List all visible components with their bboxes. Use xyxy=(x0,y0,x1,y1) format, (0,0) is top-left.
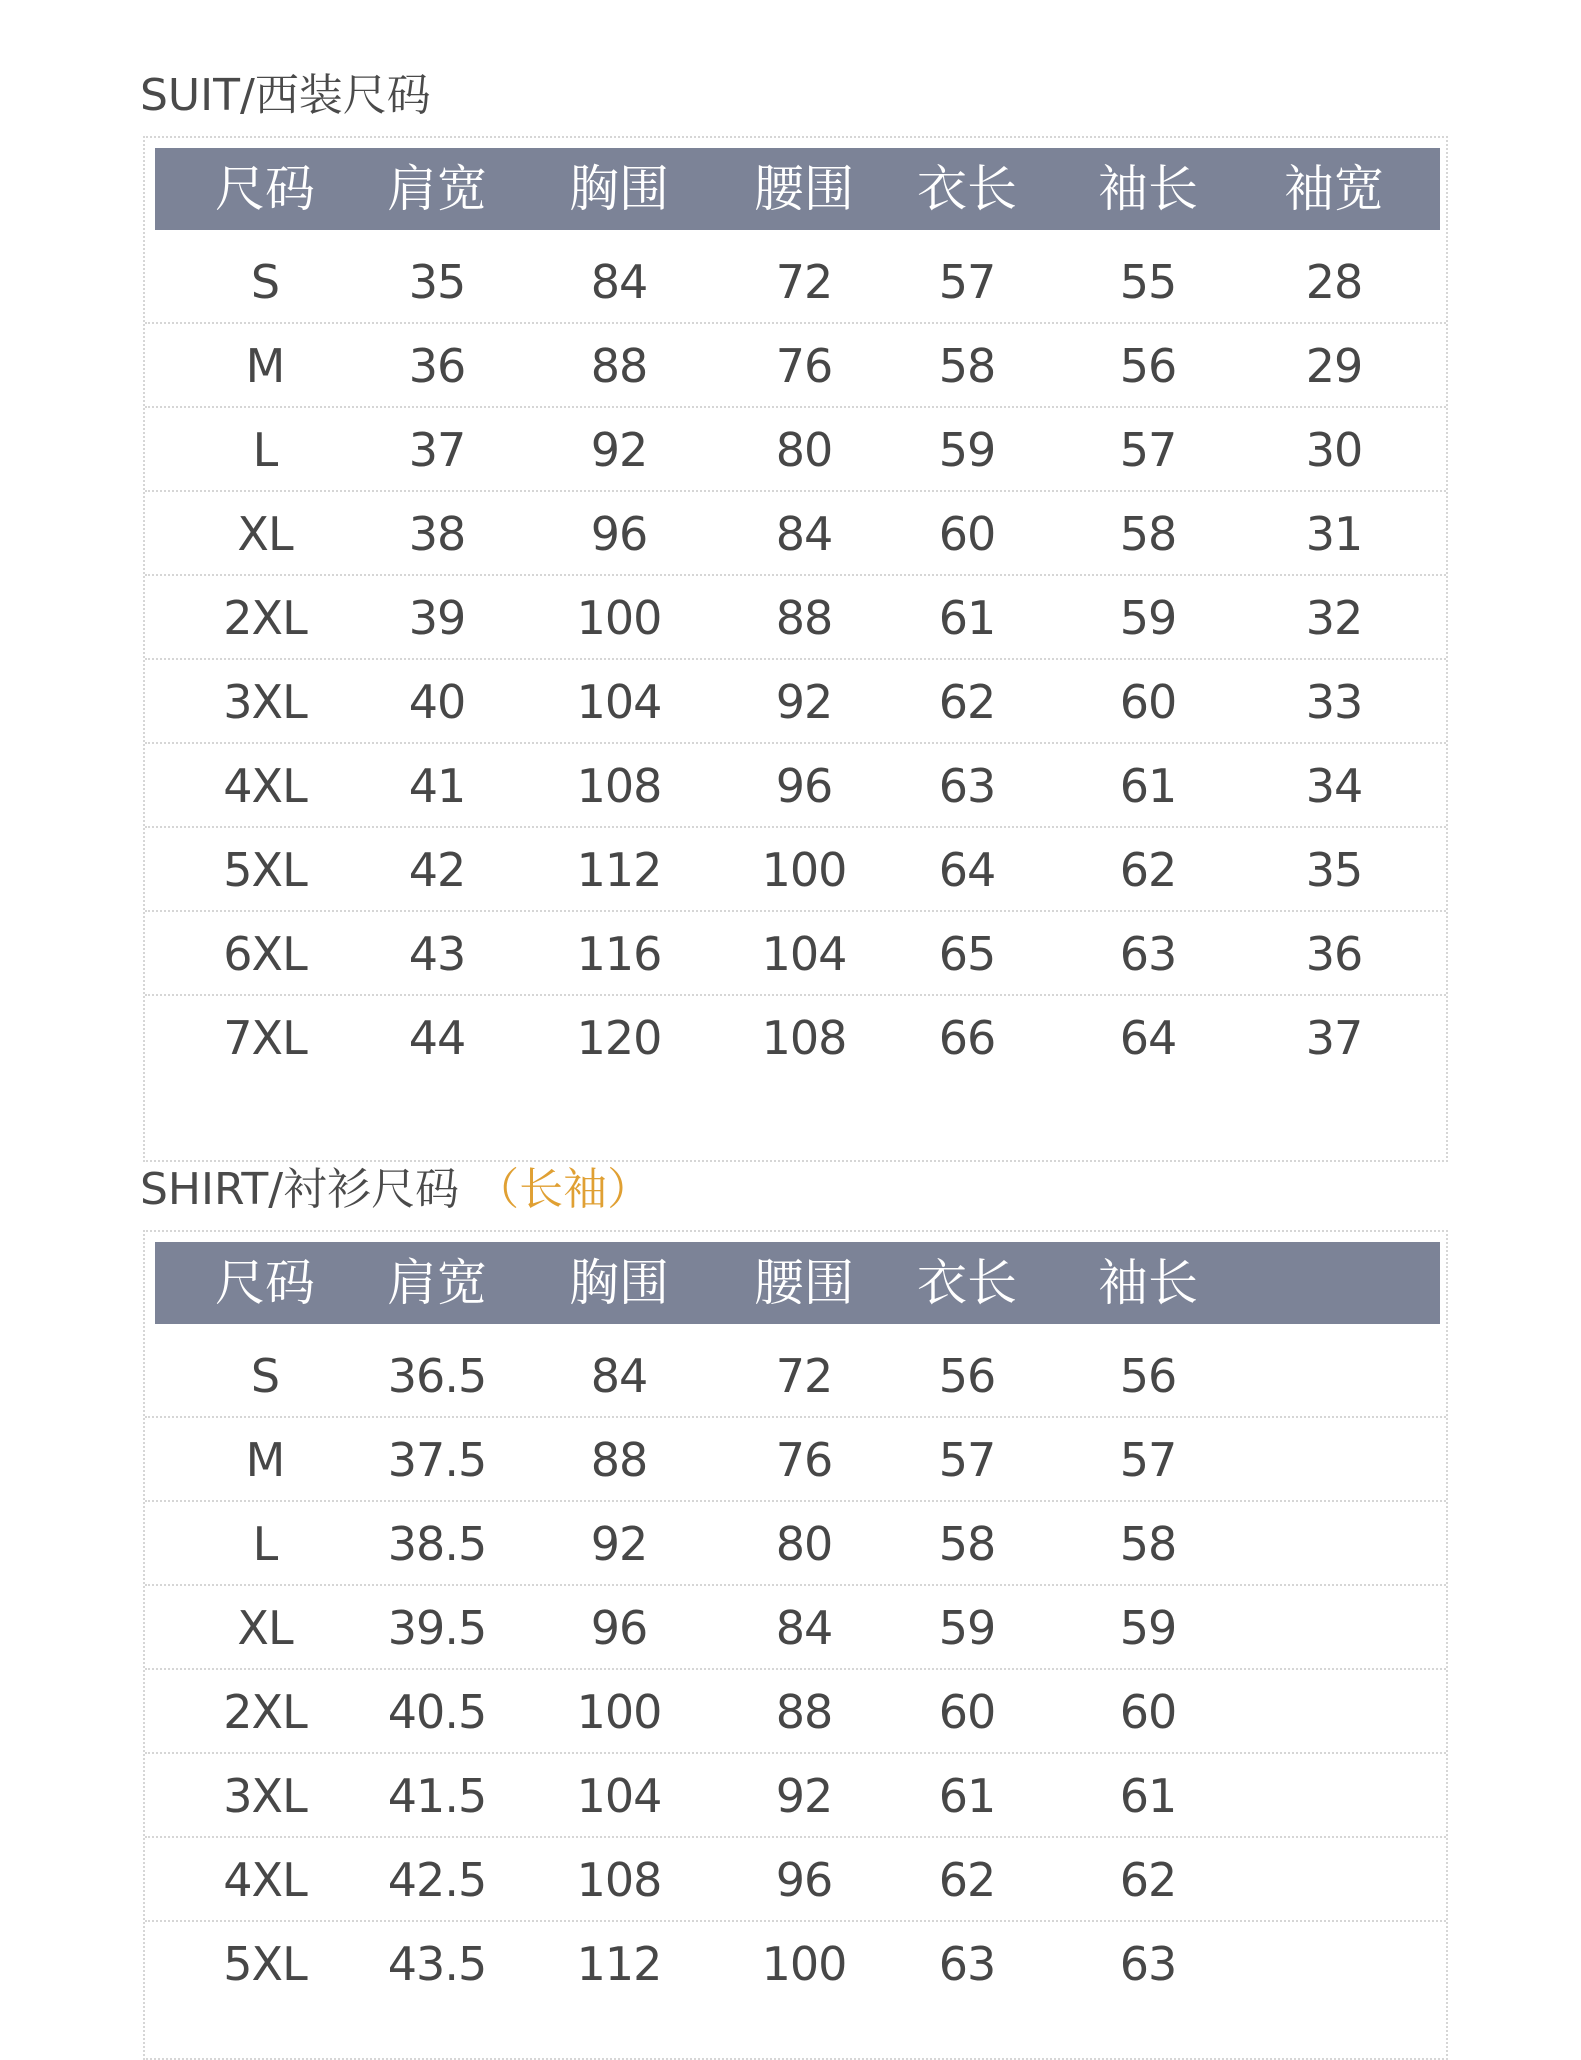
shirt-measurement-cell: 80 xyxy=(775,1517,833,1571)
suit-table-row xyxy=(145,576,1446,660)
suit-size-label: XL xyxy=(237,507,293,561)
suit-table-row xyxy=(145,660,1446,744)
suit-size-label: 4XL xyxy=(223,759,307,813)
suit-measurement-cell: 100 xyxy=(761,843,847,897)
shirt-measurement-cell: 108 xyxy=(576,1853,662,1907)
suit-measurement-cell: 44 xyxy=(408,1011,466,1065)
shirt-size-table xyxy=(143,1230,1448,2060)
shirt-measurement-cell: 92 xyxy=(775,1769,833,1823)
shirt-size-label: 2XL xyxy=(223,1685,307,1739)
suit-size-label: 5XL xyxy=(223,843,307,897)
shirt-table-header xyxy=(155,1242,1440,1324)
suit-measurement-cell: 36 xyxy=(408,339,466,393)
suit-size-label: 2XL xyxy=(223,591,307,645)
shirt-measurement-cell: 36.5 xyxy=(387,1349,487,1403)
shirt-measurement-cell: 76 xyxy=(775,1433,833,1487)
suit-size-label: S xyxy=(250,255,280,309)
shirt-measurement-cell: 58 xyxy=(1119,1517,1177,1571)
shirt-header-cell: 尺码 xyxy=(215,1254,315,1312)
shirt-measurement-cell: 100 xyxy=(761,1937,847,1991)
suit-measurement-cell: 92 xyxy=(590,423,648,477)
suit-measurement-cell: 76 xyxy=(775,339,833,393)
shirt-measurement-cell: 40.5 xyxy=(387,1685,487,1739)
suit-measurement-cell: 37 xyxy=(1305,1011,1363,1065)
suit-table-row xyxy=(145,744,1446,828)
suit-header-cell: 胸围 xyxy=(569,160,669,218)
suit-measurement-cell: 57 xyxy=(1119,423,1177,477)
shirt-measurement-cell: 84 xyxy=(775,1601,833,1655)
shirt-table-row xyxy=(145,1334,1446,1418)
suit-measurement-cell: 35 xyxy=(408,255,466,309)
suit-measurement-cell: 120 xyxy=(576,1011,662,1065)
suit-header-cell: 袖宽 xyxy=(1284,160,1384,218)
shirt-table-row xyxy=(145,1502,1446,1586)
suit-measurement-cell: 61 xyxy=(938,591,996,645)
suit-measurement-cell: 31 xyxy=(1305,507,1363,561)
shirt-title-note: （长袖） xyxy=(475,1164,652,1215)
shirt-size-label: XL xyxy=(237,1601,293,1655)
shirt-measurement-cell: 61 xyxy=(1119,1769,1177,1823)
suit-measurement-cell: 55 xyxy=(1119,255,1177,309)
shirt-measurement-cell: 57 xyxy=(1119,1433,1177,1487)
suit-measurement-cell: 96 xyxy=(590,507,648,561)
shirt-measurement-cell: 88 xyxy=(775,1685,833,1739)
suit-measurement-cell: 32 xyxy=(1305,591,1363,645)
shirt-measurement-cell: 63 xyxy=(938,1937,996,1991)
suit-measurement-cell: 33 xyxy=(1305,675,1363,729)
suit-measurement-cell: 57 xyxy=(938,255,996,309)
suit-measurement-cell: 66 xyxy=(938,1011,996,1065)
shirt-table-row xyxy=(145,1670,1446,1754)
shirt-table-row xyxy=(145,1586,1446,1670)
suit-table-row xyxy=(145,240,1446,324)
suit-measurement-cell: 108 xyxy=(576,759,662,813)
suit-header-cell: 尺码 xyxy=(215,160,315,218)
shirt-header-cell: 腰围 xyxy=(754,1254,854,1312)
suit-measurement-cell: 80 xyxy=(775,423,833,477)
suit-header-cell: 肩宽 xyxy=(387,160,487,218)
shirt-measurement-cell: 60 xyxy=(1119,1685,1177,1739)
shirt-measurement-cell: 56 xyxy=(1119,1349,1177,1403)
suit-table-row xyxy=(145,408,1446,492)
shirt-measurement-cell: 61 xyxy=(938,1769,996,1823)
suit-measurement-cell: 72 xyxy=(775,255,833,309)
suit-measurement-cell: 39 xyxy=(408,591,466,645)
shirt-measurement-cell: 96 xyxy=(590,1601,648,1655)
suit-table-header xyxy=(155,148,1440,230)
suit-measurement-cell: 56 xyxy=(1119,339,1177,393)
shirt-header-cell: 衣长 xyxy=(917,1254,1017,1312)
suit-measurement-cell: 64 xyxy=(1119,1011,1177,1065)
suit-measurement-cell: 64 xyxy=(938,843,996,897)
suit-table-row xyxy=(145,996,1446,1080)
suit-header-cell: 腰围 xyxy=(754,160,854,218)
shirt-table-row xyxy=(145,1922,1446,2006)
suit-measurement-cell: 63 xyxy=(1119,927,1177,981)
suit-measurement-cell: 92 xyxy=(775,675,833,729)
shirt-measurement-cell: 59 xyxy=(938,1601,996,1655)
suit-measurement-cell: 88 xyxy=(590,339,648,393)
shirt-measurement-cell: 96 xyxy=(775,1853,833,1907)
suit-header-cell: 袖长 xyxy=(1098,160,1198,218)
shirt-measurement-cell: 62 xyxy=(938,1853,996,1907)
suit-size-label: L xyxy=(252,423,278,477)
shirt-header-cell: 胸围 xyxy=(569,1254,669,1312)
suit-header-cell: 衣长 xyxy=(917,160,1017,218)
suit-measurement-cell: 59 xyxy=(938,423,996,477)
shirt-size-label: S xyxy=(250,1349,280,1403)
suit-table-row xyxy=(145,492,1446,576)
shirt-measurement-cell: 84 xyxy=(590,1349,648,1403)
suit-measurement-cell: 60 xyxy=(1119,675,1177,729)
suit-section-title xyxy=(140,68,431,124)
suit-size-label: 3XL xyxy=(223,675,307,729)
suit-measurement-cell: 108 xyxy=(761,1011,847,1065)
shirt-measurement-cell: 42.5 xyxy=(387,1853,487,1907)
shirt-measurement-cell: 72 xyxy=(775,1349,833,1403)
suit-measurement-cell: 104 xyxy=(761,927,847,981)
shirt-measurement-cell: 63 xyxy=(1119,1937,1177,1991)
suit-measurement-cell: 96 xyxy=(775,759,833,813)
shirt-measurement-cell: 58 xyxy=(938,1517,996,1571)
shirt-measurement-cell: 100 xyxy=(576,1685,662,1739)
suit-measurement-cell: 28 xyxy=(1305,255,1363,309)
suit-measurement-cell: 61 xyxy=(1119,759,1177,813)
suit-size-table xyxy=(143,136,1448,1162)
suit-measurement-cell: 30 xyxy=(1305,423,1363,477)
suit-measurement-cell: 58 xyxy=(938,339,996,393)
suit-table-row xyxy=(145,324,1446,408)
shirt-measurement-cell: 43.5 xyxy=(387,1937,487,1991)
shirt-measurement-cell: 104 xyxy=(576,1769,662,1823)
suit-measurement-cell: 100 xyxy=(576,591,662,645)
suit-measurement-cell: 112 xyxy=(576,843,662,897)
suit-measurement-cell: 40 xyxy=(408,675,466,729)
suit-table-row xyxy=(145,828,1446,912)
suit-measurement-cell: 84 xyxy=(590,255,648,309)
suit-measurement-cell: 88 xyxy=(775,591,833,645)
suit-measurement-cell: 37 xyxy=(408,423,466,477)
suit-measurement-cell: 36 xyxy=(1305,927,1363,981)
shirt-header-cell: 袖长 xyxy=(1098,1254,1198,1312)
shirt-table-row xyxy=(145,1838,1446,1922)
suit-measurement-cell: 63 xyxy=(938,759,996,813)
suit-size-label: 6XL xyxy=(223,927,307,981)
suit-measurement-cell: 35 xyxy=(1305,843,1363,897)
suit-measurement-cell: 42 xyxy=(408,843,466,897)
suit-measurement-cell: 29 xyxy=(1305,339,1363,393)
shirt-measurement-cell: 112 xyxy=(576,1937,662,1991)
shirt-table-row xyxy=(145,1418,1446,1502)
shirt-measurement-cell: 88 xyxy=(590,1433,648,1487)
shirt-measurement-cell: 56 xyxy=(938,1349,996,1403)
suit-measurement-cell: 34 xyxy=(1305,759,1363,813)
shirt-measurement-cell: 59 xyxy=(1119,1601,1177,1655)
suit-measurement-cell: 59 xyxy=(1119,591,1177,645)
shirt-section-title xyxy=(140,1162,651,1218)
suit-measurement-cell: 62 xyxy=(938,675,996,729)
shirt-measurement-cell: 37.5 xyxy=(387,1433,487,1487)
shirt-size-label: L xyxy=(252,1517,278,1571)
shirt-measurement-cell: 38.5 xyxy=(387,1517,487,1571)
suit-measurement-cell: 84 xyxy=(775,507,833,561)
suit-measurement-cell: 65 xyxy=(938,927,996,981)
suit-measurement-cell: 41 xyxy=(408,759,466,813)
suit-title-text: SUIT/西装尺码 xyxy=(140,70,431,121)
shirt-measurement-cell: 92 xyxy=(590,1517,648,1571)
shirt-measurement-cell: 60 xyxy=(938,1685,996,1739)
shirt-measurement-cell: 41.5 xyxy=(387,1769,487,1823)
suit-measurement-cell: 104 xyxy=(576,675,662,729)
suit-measurement-cell: 116 xyxy=(576,927,662,981)
shirt-table-row xyxy=(145,1754,1446,1838)
shirt-title-text: SHIRT/衬衫尺码 xyxy=(140,1164,460,1215)
suit-measurement-cell: 38 xyxy=(408,507,466,561)
shirt-size-label: 4XL xyxy=(223,1853,307,1907)
suit-measurement-cell: 62 xyxy=(1119,843,1177,897)
suit-size-label: M xyxy=(245,339,285,393)
shirt-measurement-cell: 62 xyxy=(1119,1853,1177,1907)
shirt-size-label: 5XL xyxy=(223,1937,307,1991)
suit-measurement-cell: 58 xyxy=(1119,507,1177,561)
shirt-size-label: 3XL xyxy=(223,1769,307,1823)
shirt-size-label: M xyxy=(245,1433,285,1487)
shirt-measurement-cell: 39.5 xyxy=(387,1601,487,1655)
suit-measurement-cell: 60 xyxy=(938,507,996,561)
suit-measurement-cell: 43 xyxy=(408,927,466,981)
shirt-header-cell: 肩宽 xyxy=(387,1254,487,1312)
suit-size-label: 7XL xyxy=(223,1011,307,1065)
shirt-measurement-cell: 57 xyxy=(938,1433,996,1487)
suit-table-row xyxy=(145,912,1446,996)
